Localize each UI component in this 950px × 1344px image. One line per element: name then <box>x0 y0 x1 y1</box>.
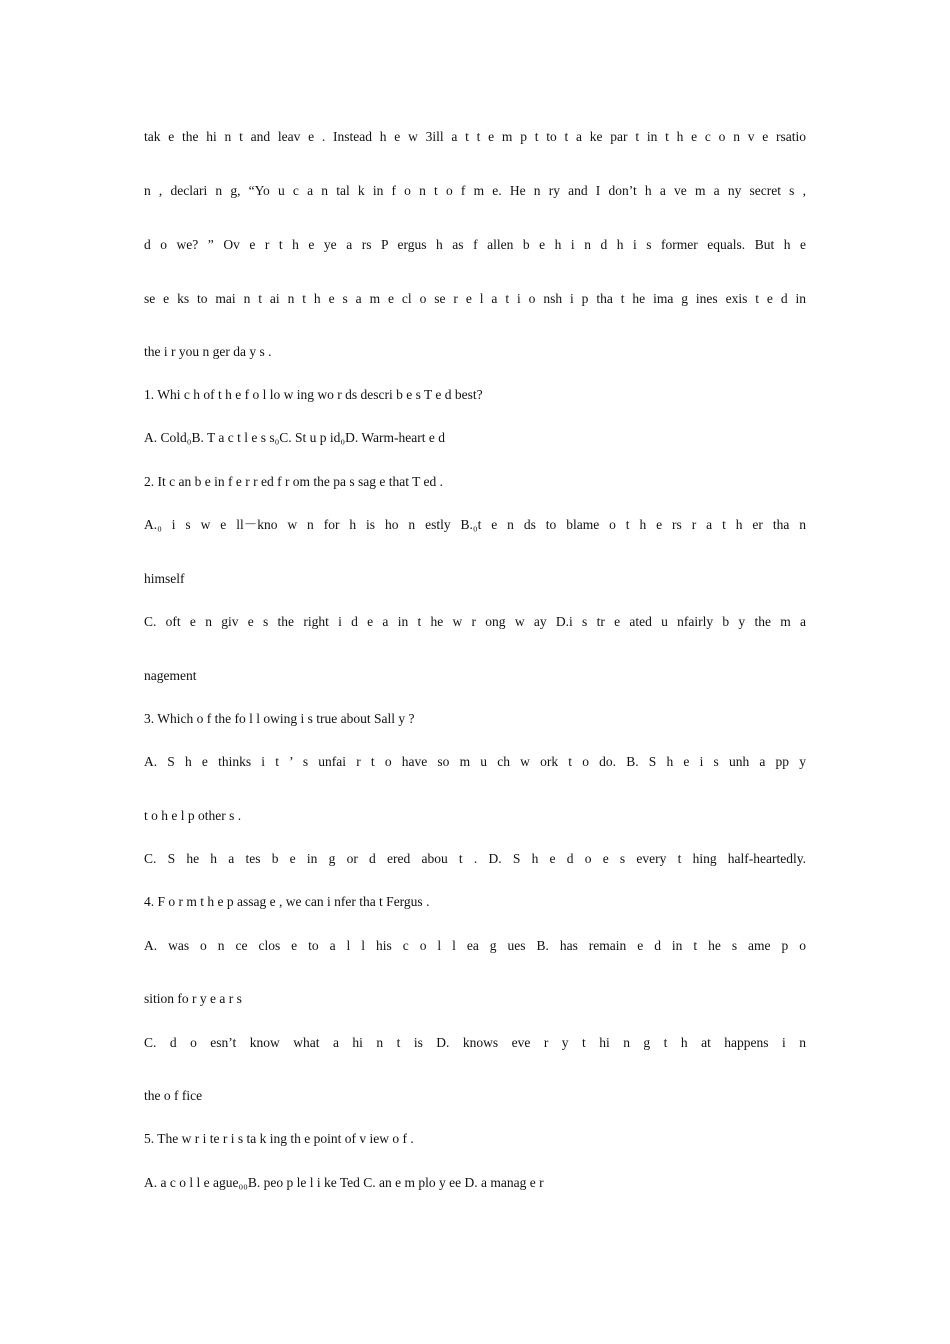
question-5-options: A. a c o l l e ague₀₀B. peo p le l i ke Ted C. an e m plo y ee D. a manag e r <box>144 1175 544 1190</box>
question-2-option-line: nagement <box>144 668 197 683</box>
question-2-stem: 2. It c an b e in f e r r ed f r om the pa s sag e that T ed . <box>144 474 444 489</box>
question-3-option-line: t o h e l p other s . <box>144 808 242 823</box>
question-2-option-line: A.₀ i s w e ll－kno w n for h is ho n estly B.₀t e n ds to blame o t h e rs r a t h er tha n <box>144 517 806 532</box>
question-3-option-line: A. S h e thinks i t ’ s unfai r t o have so m u ch w ork t o do. B. S h e i s unh a pp y <box>144 754 806 769</box>
question-1-options: A. Cold₀B. T a c t l e s s₀C. St u p id₀D. Warm-heart e d <box>144 430 446 445</box>
question-4-option-line: A. was o n ce clos e to a l l his c o l l ea g ues B. has remain e d in t he s ame p o <box>144 938 806 953</box>
passage-line: tak e the hi n t and leav e . Instead h e w 3ill a t t e m p t to t a ke par t in t h e c o n v e rsatio <box>144 129 806 144</box>
question-2-option-line: himself <box>144 571 185 586</box>
passage-line: n , declari n g, “Yo u c a n tal k in f o n t o f m e. He n ry and I don’t h a ve m a ny secret s , <box>144 183 806 198</box>
question-2-option-line: C. oft e n giv e s the right i d e a in t he w r ong w ay D.i s tr e ated u nfairly b y the m a <box>144 614 806 629</box>
question-3-option-line: C. S he h a tes b e in g or d ered abou t . D. S h e d o e s every t hing half-heartedly. <box>144 851 806 866</box>
passage-line: d o we? ” Ov e r t h e ye a rs P ergus h as f allen b e h i n d h i s former equals. But h e <box>144 237 806 252</box>
question-4-option-line: C. d o esn’t know what a hi n t is D. knows eve r y t hi n g t h at happens i n <box>144 1035 806 1050</box>
question-5-stem: 5. The w r i te r i s ta k ing th e point of v iew o f . <box>144 1131 414 1146</box>
question-4-stem: 4. F o r m t h e p assag e , we can i nfer tha t Fergus . <box>144 894 430 909</box>
question-3-stem: 3. Which o f the fo l l owing i s true about Sall y ? <box>144 711 415 726</box>
passage-line: the i r you n ger da y s . <box>144 344 272 359</box>
question-1-stem: 1. Whi c h of t h e f o l lo w ing wo r ds descri b e s T e d best? <box>144 387 483 402</box>
passage-line: se e ks to mai n t ai n t h e s a m e cl o se r e l a t i o nsh i p tha t he ima g ines exis t e d in <box>144 291 806 306</box>
question-4-option-line: sition fo r y e a r s <box>144 991 242 1006</box>
question-4-option-line: the o f fice <box>144 1088 203 1103</box>
